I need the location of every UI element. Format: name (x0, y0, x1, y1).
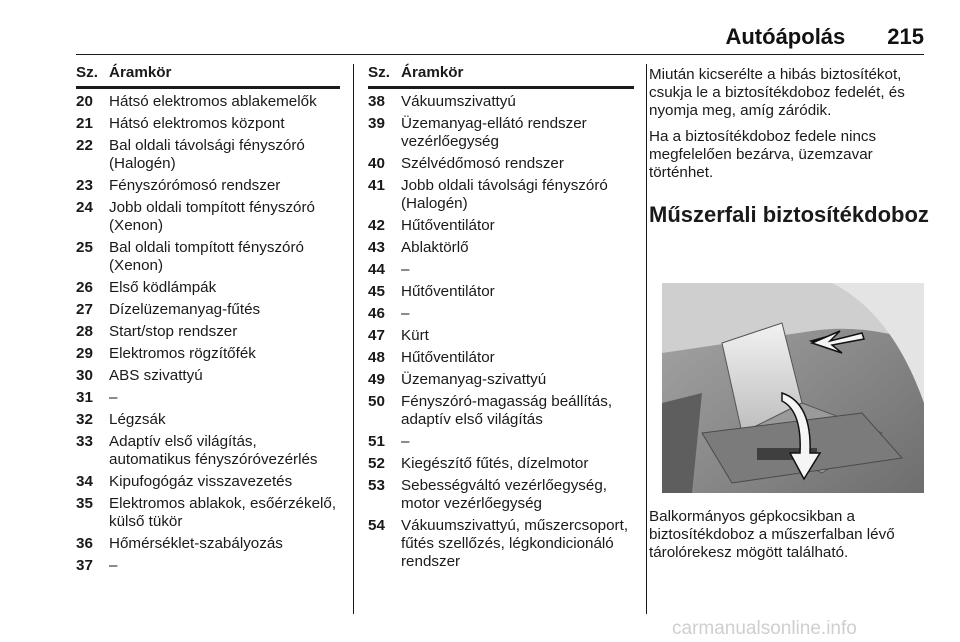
table-row (76, 535, 340, 553)
fuse-number: 28 (76, 323, 93, 340)
circuit-name: Bal oldali távolsági fényszóró (Halogén) (109, 137, 305, 172)
fuse-number: 31 (76, 389, 93, 406)
circuit-name: – (401, 305, 410, 322)
table-row (368, 393, 634, 429)
fuse-number: 50 (368, 393, 385, 410)
table-row (368, 115, 634, 151)
circuit-name: Adaptív első világítás, automatikus fényszóróvezérlés (109, 433, 318, 468)
circuit-name: Vákuumszivattyú, műszercsoport, fűtés szellőzés, légkondicionáló rendszer (401, 517, 629, 570)
table-row (76, 433, 340, 469)
circuit-name: – (401, 261, 410, 278)
warning-paragraph: Ha a biztosítékdoboz fedele nincs megfelelően bezárva, üzemzavar történhet. (649, 128, 877, 181)
table-row (76, 177, 340, 195)
fuse-number: 27 (76, 301, 93, 318)
right-column (649, 66, 929, 250)
table-row (76, 279, 340, 297)
fuse-number: 39 (368, 115, 385, 132)
fuse-number: 34 (76, 473, 93, 490)
header-rule (76, 54, 924, 55)
table-row (76, 389, 340, 407)
circuit-name: Hátsó elektromos központ (109, 115, 285, 132)
circuit-name: Fényszórómosó rendszer (109, 177, 281, 194)
table-row (76, 199, 340, 235)
circuit-name: Üzemanyag-ellátó rendszer vezérlőegység (401, 115, 587, 150)
section-title: Műszerfali biztosítékdoboz (649, 202, 929, 227)
table-row (76, 367, 340, 385)
circuit-name: Dízelüzemanyag-fűtés (109, 301, 261, 318)
column-divider (646, 64, 647, 614)
table-row (368, 371, 634, 389)
fuse-number: 44 (368, 261, 385, 278)
table-row (368, 93, 634, 111)
fuse-number: 30 (76, 367, 93, 384)
circuit-name: Első ködlámpák (109, 279, 217, 296)
fuse-table-part-2 (368, 64, 634, 571)
circuit-name: Hűtőventilátor (401, 283, 495, 300)
fuse-number: 36 (76, 535, 93, 552)
circuit-name: Jobb oldali tompított fényszóró (Xenon) (109, 199, 315, 234)
fuse-box-photo (662, 283, 924, 493)
circuit-name: Kipufogógáz visszavezetés (109, 473, 293, 490)
table-header (76, 64, 340, 89)
table-row (368, 177, 634, 213)
fuse-number: 26 (76, 279, 93, 296)
table-row (368, 305, 634, 323)
circuit-name: Start/stop rendszer (109, 323, 238, 340)
table-row (368, 239, 634, 257)
table-row (368, 455, 634, 473)
fuse-number: 25 (76, 239, 93, 256)
fuse-box-illustration (662, 283, 924, 493)
circuit-name: Légzsák (109, 411, 166, 428)
page-header (76, 24, 924, 50)
circuit-name: Hátsó elektromos ablakemelők (109, 93, 317, 110)
column-divider (353, 64, 354, 614)
fuse-number: 21 (76, 115, 93, 132)
fuse-number: 22 (76, 137, 93, 154)
fuse-table-part-1 (76, 64, 340, 575)
circuit-name: Hőmérséklet-szabályozás (109, 535, 283, 552)
fuse-number: 43 (368, 239, 385, 256)
circuit-name: Kiegészítő fűtés, dízelmotor (401, 455, 589, 472)
fuse-number: 49 (368, 371, 385, 388)
fuse-number: 20 (76, 93, 93, 110)
table-header-num: Sz. (368, 64, 390, 81)
fuse-number: 53 (368, 477, 385, 494)
table-row (368, 517, 634, 571)
circuit-name: Fényszóró-magasság beállítás, adaptív első világítás (401, 393, 613, 428)
watermark: carmanualsonline.info (672, 618, 857, 639)
circuit-name: Hűtőventilátor (401, 349, 495, 366)
fuse-number: 45 (368, 283, 385, 300)
table-row (76, 557, 340, 575)
circuit-name: Vákuumszivattyú (401, 93, 516, 110)
fuse-number: 38 (368, 93, 385, 110)
circuit-name: – (109, 389, 118, 406)
photo-caption (649, 508, 929, 562)
table-row (76, 495, 340, 531)
fuse-number: 24 (76, 199, 93, 216)
circuit-name: Üzemanyag-szivattyú (401, 371, 547, 388)
fuse-number: 33 (76, 433, 93, 450)
table-row (76, 301, 340, 319)
fuse-number: 52 (368, 455, 385, 472)
table-row (76, 411, 340, 429)
table-row (76, 93, 340, 111)
circuit-name: ABS szivattyú (109, 367, 203, 384)
circuit-name: Ablaktörlő (401, 239, 469, 256)
table-header-num: Sz. (76, 64, 98, 81)
circuit-name: Jobb oldali távolsági fényszóró (Halogén) (401, 177, 608, 212)
table-row (76, 473, 340, 491)
circuit-name: Hűtőventilátor (401, 217, 495, 234)
fuse-number: 54 (368, 517, 385, 534)
caption-text: Balkormányos gépkocsikban a biztosítékdoboz a műszerfalban lévő tárolórekesz mögött található. (649, 508, 895, 561)
fuse-number: 41 (368, 177, 385, 194)
table-row (368, 349, 634, 367)
circuit-name: Szélvédőmosó rendszer (401, 155, 564, 172)
table-header-circuit: Áramkör (109, 64, 172, 81)
circuit-name: – (401, 433, 410, 450)
fuse-number: 32 (76, 411, 93, 428)
table-row (368, 433, 634, 451)
table-row (76, 345, 340, 363)
fuse-number: 47 (368, 327, 385, 344)
table-row (368, 327, 634, 345)
circuit-name: Elektromos ablakok, esőérzékelő, külső tükör (109, 495, 337, 530)
fuse-number: 37 (76, 557, 93, 574)
fuse-number: 40 (368, 155, 385, 172)
table-header-circuit: Áramkör (401, 64, 464, 81)
fuse-number: 48 (368, 349, 385, 366)
instruction-paragraph: Miután kicserélte a hibás biztosítékot, csukja le a biztosítékdoboz fedelét, és nyomja meg, amíg záródik. (649, 66, 905, 119)
fuse-number: 35 (76, 495, 93, 512)
circuit-name: Bal oldali tompított fényszóró (Xenon) (109, 239, 305, 274)
table-row (76, 323, 340, 341)
table-row (368, 261, 634, 279)
table-row (76, 137, 340, 173)
fuse-number: 29 (76, 345, 93, 362)
table-row (368, 477, 634, 513)
circuit-name: Sebességváltó vezérlőegység, motor vezérlőegység (401, 477, 608, 512)
chapter-title: Autóápolás (725, 24, 846, 49)
circuit-name: Elektromos rögzítőfék (109, 345, 256, 362)
fuse-number: 42 (368, 217, 385, 234)
table-row (76, 115, 340, 133)
fuse-number: 23 (76, 177, 93, 194)
page-number: 215 (887, 24, 924, 49)
table-row (368, 283, 634, 301)
circuit-name: Kürt (401, 327, 429, 344)
fuse-number: 51 (368, 433, 385, 450)
table-header (368, 64, 634, 89)
table-row (368, 155, 634, 173)
fuse-number: 46 (368, 305, 385, 322)
circuit-name: – (109, 557, 118, 574)
table-row (368, 217, 634, 235)
table-row (76, 239, 340, 275)
